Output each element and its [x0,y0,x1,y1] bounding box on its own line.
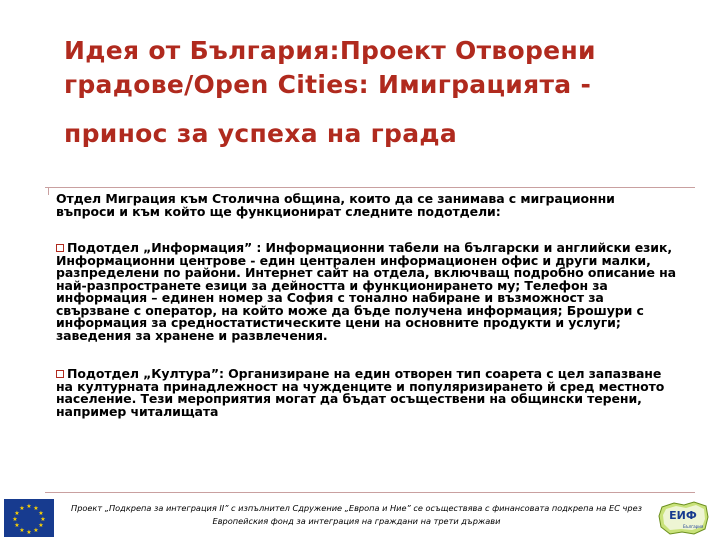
divider-tick [48,187,49,195]
footer-disclaimer: Проект „Подкрепа за интеграция II” с изпълнител Сдружение „Европа и Ние” се осъществява с финансовата подкрепа на ЕС чрез Европейския фонд за интеграция на граждани на трети държави [71,503,642,526]
eif-logo-text: ЕИФ [669,509,697,522]
eu-flag-icon: ★ ★ ★ ★ ★ ★ ★ ★ ★ ★ ★ ★ [4,499,54,537]
bullet-information [56,242,676,342]
title-line-1: Идея от България:Проект Отворени [64,36,596,65]
title-line-2: градове/Open Cities: Имиграцията - [64,70,592,99]
slide-body [56,193,676,418]
bullet-culture [56,368,676,418]
square-bullet-icon [56,370,64,378]
bottom-divider [45,492,695,493]
bullet-culture-text: Подотдел „Култура”: Организиране на един отворен тип соарета с цел запазване на културната принадлежност на чужденците и популяризирането й сред местното население. Тези мероприятия могат да бъдат осъществени на общински терени, например читалищата [56,366,665,419]
eif-logo-subtext: България [683,524,704,529]
top-divider [45,187,695,188]
square-bullet-icon [56,244,64,252]
intro-paragraph: Отдел Миграция към Столична община, които да се занимава с миграционни въпроси и към който ще функционират следните подотдели: [56,191,615,219]
title-line-3: принос за успеха на града [64,119,458,148]
slide-title [64,34,704,151]
bullet-information-text: Подотдел „Информация” : Информационни табели на български и английски език, Информационни центрове - един централен информационен офис и други малки, разпределени по райони. Интернет сайт на отдела, включващ подробно описание на най-разпространете езици за дейността и функционирането му; Телефон за информация – единен номер за София с тонално набиране и възможност за свързване с оператор, на който може да бъде получена информация; Брошури с информация за средностатистическите цени на основните продукти и услуги; заведения за хранене и развлечения. [56,240,676,343]
